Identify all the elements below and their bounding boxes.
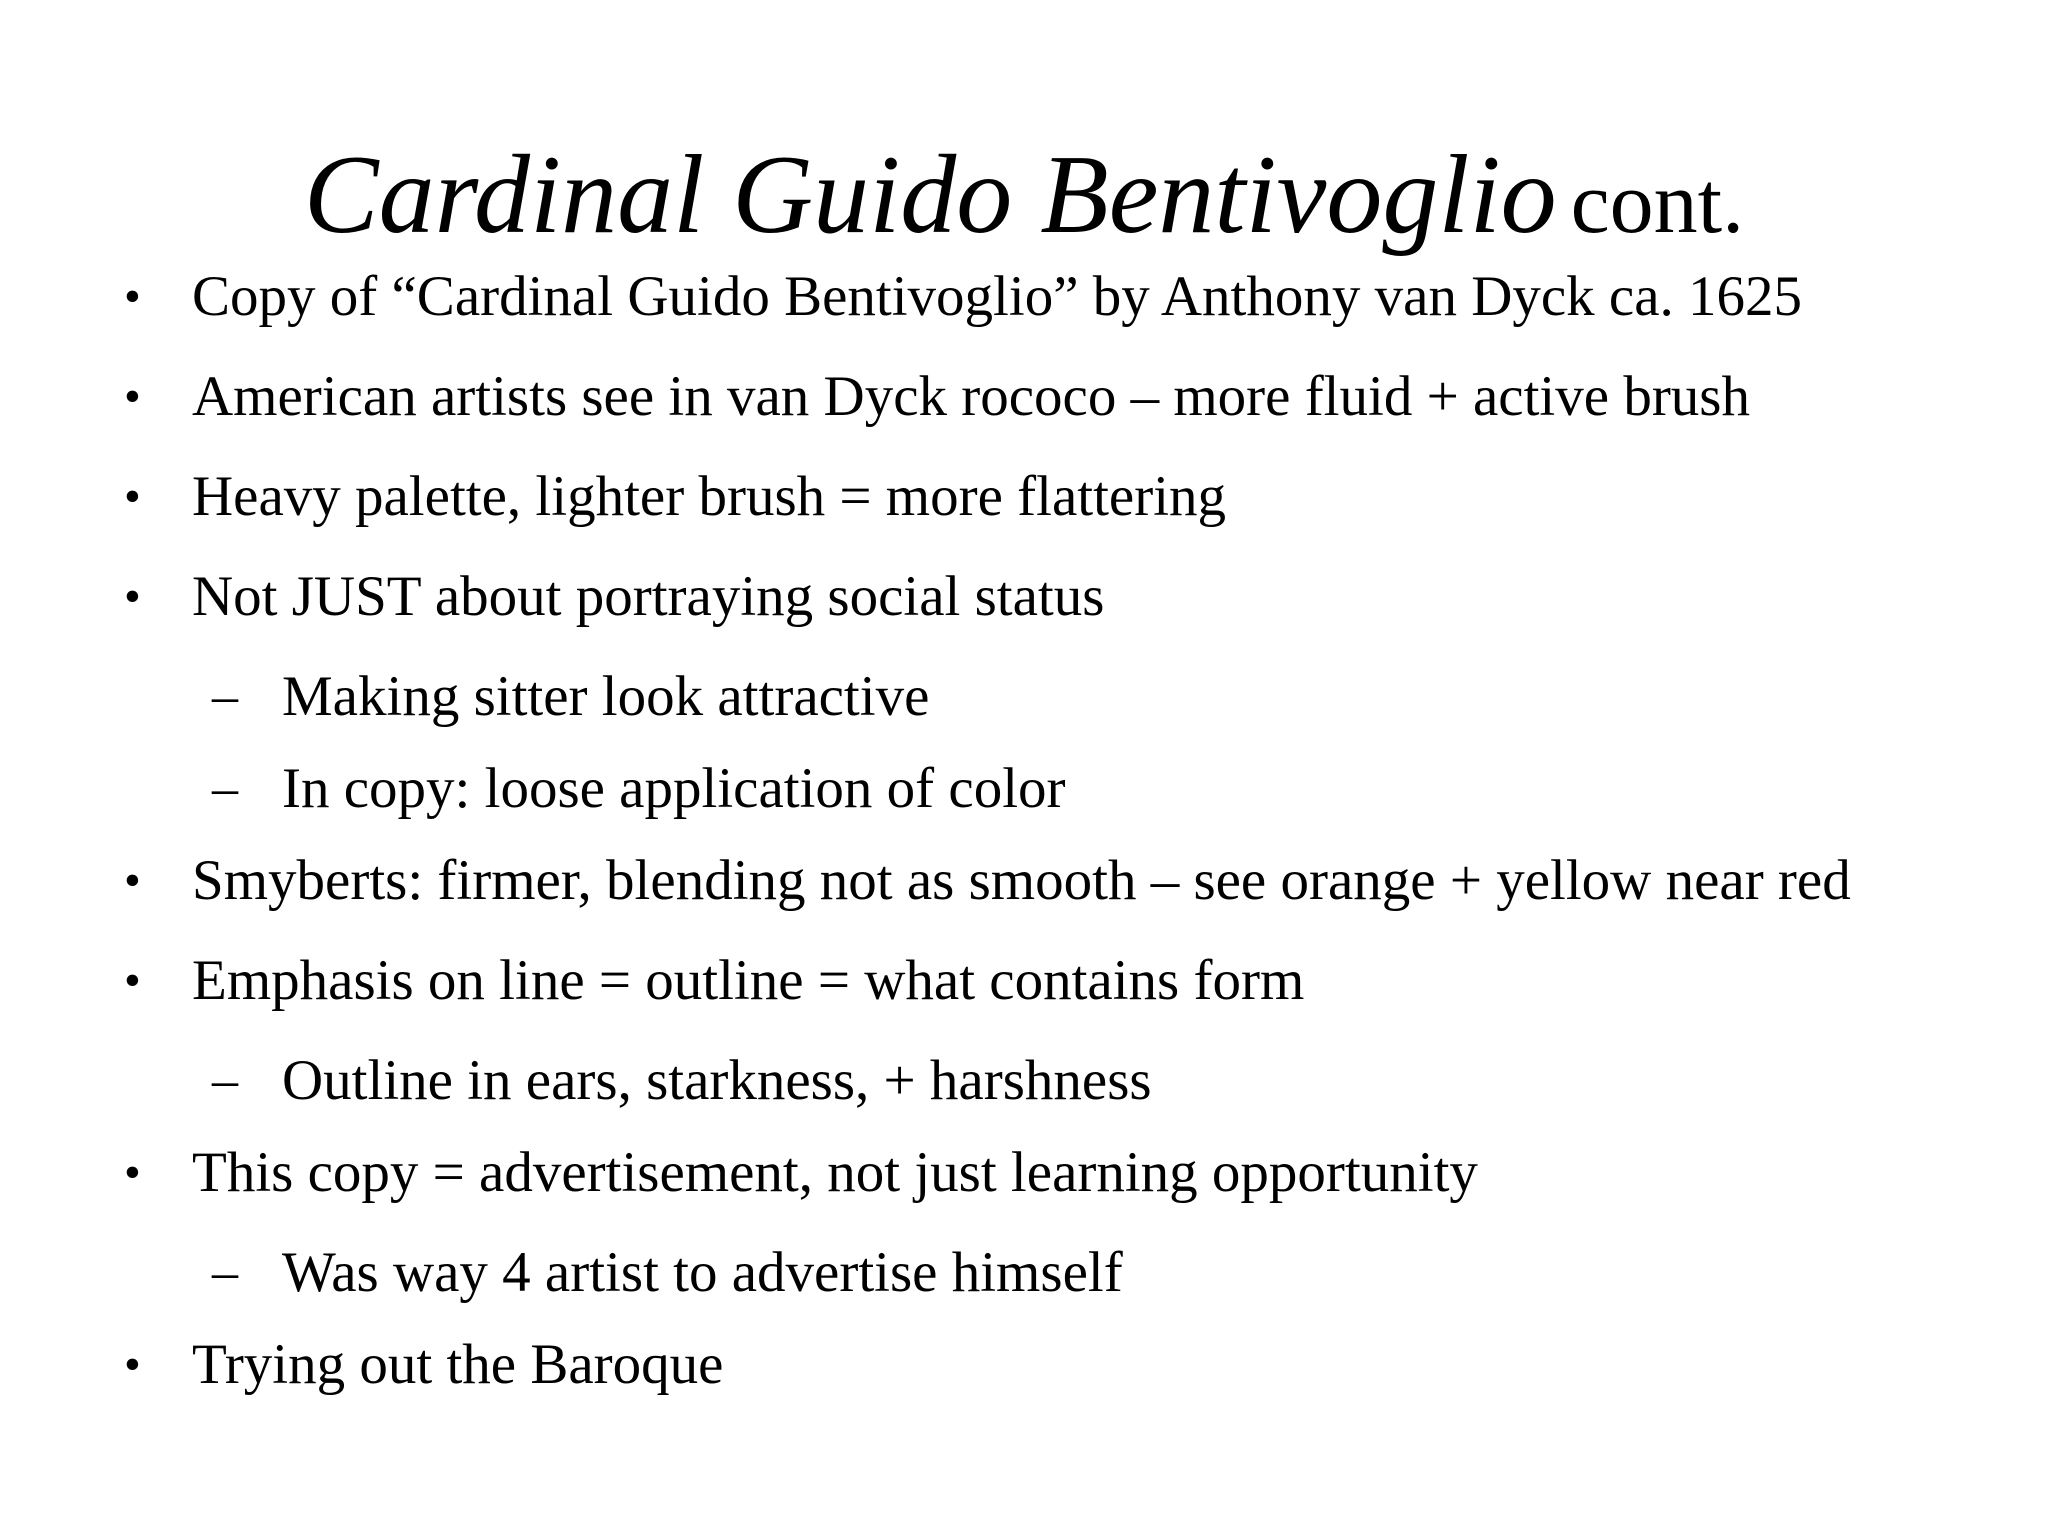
dash-icon: – <box>212 668 238 725</box>
bullet-item: Not JUST about portraying social status <box>192 565 1105 628</box>
dash-icon: – <box>212 760 238 817</box>
sub-bullet-item: Was way 4 artist to advertise himself <box>282 1241 1123 1304</box>
bullet-item: Heavy palette, lighter brush = more flattering <box>192 465 1227 528</box>
bullet-item: Emphasis on line = outline = what contains form <box>192 949 1305 1012</box>
bullet-item: Trying out the Baroque <box>192 1333 724 1396</box>
bullet-icon: • <box>124 1146 141 1199</box>
dash-icon: – <box>212 1052 238 1109</box>
bullet-item: Copy of “Cardinal Guido Bentivoglio” by Anthony van Dyck ca. 1625 <box>192 265 1802 328</box>
bullet-icon: • <box>124 854 141 907</box>
slide-title-suffix: cont. <box>1570 155 1745 252</box>
bullet-item: Smyberts: firmer, blending not as smooth – see orange + yellow near red <box>192 849 1851 912</box>
sub-bullet-item: Making sitter look attractive <box>282 665 930 728</box>
bullet-icon: • <box>124 370 141 423</box>
bullet-item: American artists see in van Dyck rococo – more fluid + active brush <box>192 365 1750 428</box>
bullet-icon: • <box>124 1338 141 1391</box>
bullet-icon: • <box>124 570 141 623</box>
slide-title-main: Cardinal Guido Bentivoglio <box>303 133 1557 257</box>
bullet-icon: • <box>124 270 141 323</box>
bullet-icon: • <box>124 470 141 523</box>
dash-icon: – <box>212 1244 238 1301</box>
sub-bullet-item: Outline in ears, starkness, + harshness <box>282 1049 1152 1112</box>
slide-title <box>0 130 2048 269</box>
bullet-icon: • <box>124 954 141 1007</box>
bullet-item: This copy = advertisement, not just learning opportunity <box>192 1141 1478 1204</box>
sub-bullet-item: In copy: loose application of color <box>282 757 1066 820</box>
